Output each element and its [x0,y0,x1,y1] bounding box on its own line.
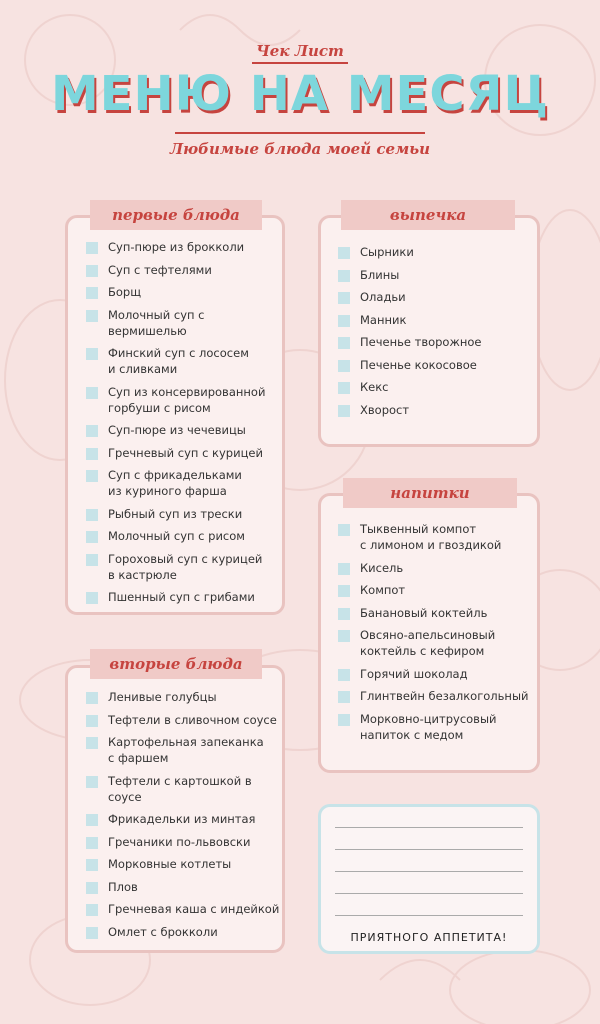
checklist-item[interactable] [338,582,533,598]
note-line[interactable] [335,871,523,872]
checklist-item[interactable] [86,773,286,805]
card-second-courses-title: вторые блюда [90,649,262,679]
checklist-item-label: Пшенный суп с грибами [108,590,255,604]
checkbox[interactable] [86,348,98,360]
checkbox[interactable] [86,310,98,322]
checklist-item[interactable] [338,605,533,621]
checkbox[interactable] [86,737,98,749]
checkbox[interactable] [86,776,98,788]
checklist-item[interactable] [86,345,286,377]
checklist-item[interactable] [86,712,286,728]
checkbox[interactable] [86,509,98,521]
checklist-item-label: Гречневая каша с индейкой [108,902,280,916]
checkbox[interactable] [86,859,98,871]
checklist-item-label: Картофельная запеканка с фаршем [108,735,264,765]
checklist-item[interactable] [338,521,533,553]
checklist-item-label: Манник [360,312,407,327]
checklist-item-label: Тефтели с картошкой в соусе [108,773,252,804]
checklist-item-label: Тыквенный компот с лимоном и гвоздикой [360,522,502,552]
checklist-item[interactable] [86,811,286,827]
checkbox[interactable] [338,608,350,620]
checklist-item[interactable] [338,379,533,395]
checkbox[interactable] [338,382,350,394]
checklist-item[interactable] [338,560,533,576]
checklist-item[interactable] [338,711,533,743]
checklist-item-label: Суп-пюре из чечевицы [108,423,246,437]
checklist-item[interactable] [338,357,533,373]
card-drinks-title: напитки [343,478,517,508]
note-line[interactable] [335,915,523,916]
note-line[interactable] [335,827,523,828]
second-courses-list [86,689,286,946]
card-first-courses-title: первые блюда [90,200,262,230]
checkbox[interactable] [86,814,98,826]
card-baking-title: выпечка [341,200,515,230]
checkbox[interactable] [86,554,98,566]
checklist-item[interactable] [86,879,286,895]
note-line[interactable] [335,849,523,850]
checklist-item[interactable] [86,901,286,917]
checklist-item-label: Кисель [360,560,404,575]
checkbox[interactable] [86,904,98,916]
checklist-item-label: Глинтвейн безалкогольный [360,689,529,703]
notes-card [318,804,540,954]
checklist-item-label: Блины [360,267,400,282]
checklist-item-label: Овсяно-апельсиновый коктейль с кефиром [360,628,496,658]
checklist-item-label: Кекс [360,380,389,394]
checkbox[interactable] [86,387,98,399]
checklist-item-label: Суп-пюре из брокколи [108,240,245,254]
note-line[interactable] [335,893,523,894]
checklist-item[interactable] [338,627,533,659]
checklist-item-label: Морковные котлеты [108,857,232,871]
checklist-item[interactable] [338,688,533,704]
checklist-item-label: Оладьи [360,290,406,304]
checkbox[interactable] [86,265,98,277]
checkbox[interactable] [338,270,350,282]
checklist-item-label: Молочный суп с вермишелью [108,307,205,338]
first-courses-list [86,239,286,612]
checklist-item[interactable] [86,528,286,544]
checklist-item-label: Горячий шоколад [360,666,468,681]
checkbox[interactable] [86,287,98,299]
checkbox[interactable] [338,691,350,703]
checklist-item[interactable] [86,384,286,416]
checklist-item[interactable] [86,551,286,583]
checklist-item-label: Гречаники по-львовски [108,834,251,849]
checklist-item-label: Ленивые голубцы [108,690,217,704]
checklist-item-label: Фрикадельки из минтая [108,812,256,826]
checkbox[interactable] [86,448,98,460]
baking-list [338,244,533,424]
checklist-item[interactable] [338,402,533,418]
checklist-item[interactable] [86,445,286,461]
checkbox[interactable] [86,837,98,849]
checklist-item[interactable] [86,834,286,850]
checklist-item-label: Морковно-цитрусовый напиток с медом [360,711,497,742]
checklist-item-label: Гороховый суп с курицей в кастрюле [108,551,263,582]
checklist-item-label: Рыбный суп из трески [108,506,243,521]
checklist-item-label: Компот [360,583,406,597]
checkbox[interactable] [338,714,350,726]
title-divider [175,132,425,134]
checklist-item-label: Плов [108,879,138,894]
checklist-item[interactable] [338,666,533,682]
checkbox[interactable] [338,563,350,575]
checkbox[interactable] [338,524,350,536]
checklist-item[interactable] [86,467,286,499]
checkbox[interactable] [338,247,350,259]
checkbox[interactable] [338,630,350,642]
checklist-item[interactable] [338,289,533,305]
checkbox[interactable] [86,531,98,543]
checkbox[interactable] [338,585,350,597]
checklist-item-label: Борщ [108,285,142,299]
checklist-item[interactable] [86,284,286,300]
checkbox[interactable] [86,242,98,254]
checkbox[interactable] [86,692,98,704]
checklist-item[interactable] [86,239,286,255]
checklist-item[interactable] [86,689,286,705]
checklist-item-label: Банановый коктейль [360,605,488,620]
page-title: МЕНЮ НА МЕСЯЦ [50,66,550,122]
checklist-item-label: Суп с фрикадельками из куриного фарша [108,468,242,498]
checklist-item[interactable] [86,262,286,278]
checkbox[interactable] [86,425,98,437]
checklist-item[interactable] [338,334,533,350]
checklist-item-label: Хворост [360,402,410,417]
checklist-item[interactable] [338,312,533,328]
checklist-item-label: Финский суп с лососем и сливками [108,346,249,376]
footer-message: ПРИЯТНОГО АППЕТИТА! [350,931,508,944]
checklist-item[interactable] [86,924,286,940]
checklist-item[interactable] [86,734,286,766]
drinks-list [338,521,533,749]
checklist-item-label: Суп с тефтелями [108,262,212,277]
checkbox[interactable] [86,592,98,604]
checkbox[interactable] [86,715,98,727]
checklist-item[interactable] [338,244,533,260]
checklist-item-label: Молочный суп с рисом [108,529,245,543]
checklist-item[interactable] [86,856,286,872]
checklist-item-label: Печенье творожное [360,335,482,349]
checklist-item[interactable] [86,422,286,438]
checklist-item[interactable] [86,307,286,339]
checkbox[interactable] [86,470,98,482]
checkbox[interactable] [338,315,350,327]
page-subtitle: Любимые блюда моей семьи [169,140,431,158]
checkbox[interactable] [338,337,350,349]
checklist-label: Чек Лист [0,42,600,64]
checkbox[interactable] [86,927,98,939]
checklist-item-label: Тефтели в сливочном соусе [108,712,277,727]
checklist-item[interactable] [86,506,286,522]
checkbox[interactable] [338,669,350,681]
checklist-item-label: Сырники [360,245,414,259]
checklist-item[interactable] [338,267,533,283]
checklist-item-label: Печенье кокосовое [360,357,477,372]
checkbox[interactable] [86,882,98,894]
checkbox[interactable] [338,292,350,304]
checklist-item-label: Гречневый суп с курицей [108,445,263,460]
checklist-item-label: Суп из консервированной горбуши с рисом [108,384,266,415]
checklist-item-label: Омлет с брокколи [108,924,218,939]
checkbox[interactable] [338,405,350,417]
checkbox[interactable] [338,360,350,372]
checklist-item[interactable] [86,589,286,605]
